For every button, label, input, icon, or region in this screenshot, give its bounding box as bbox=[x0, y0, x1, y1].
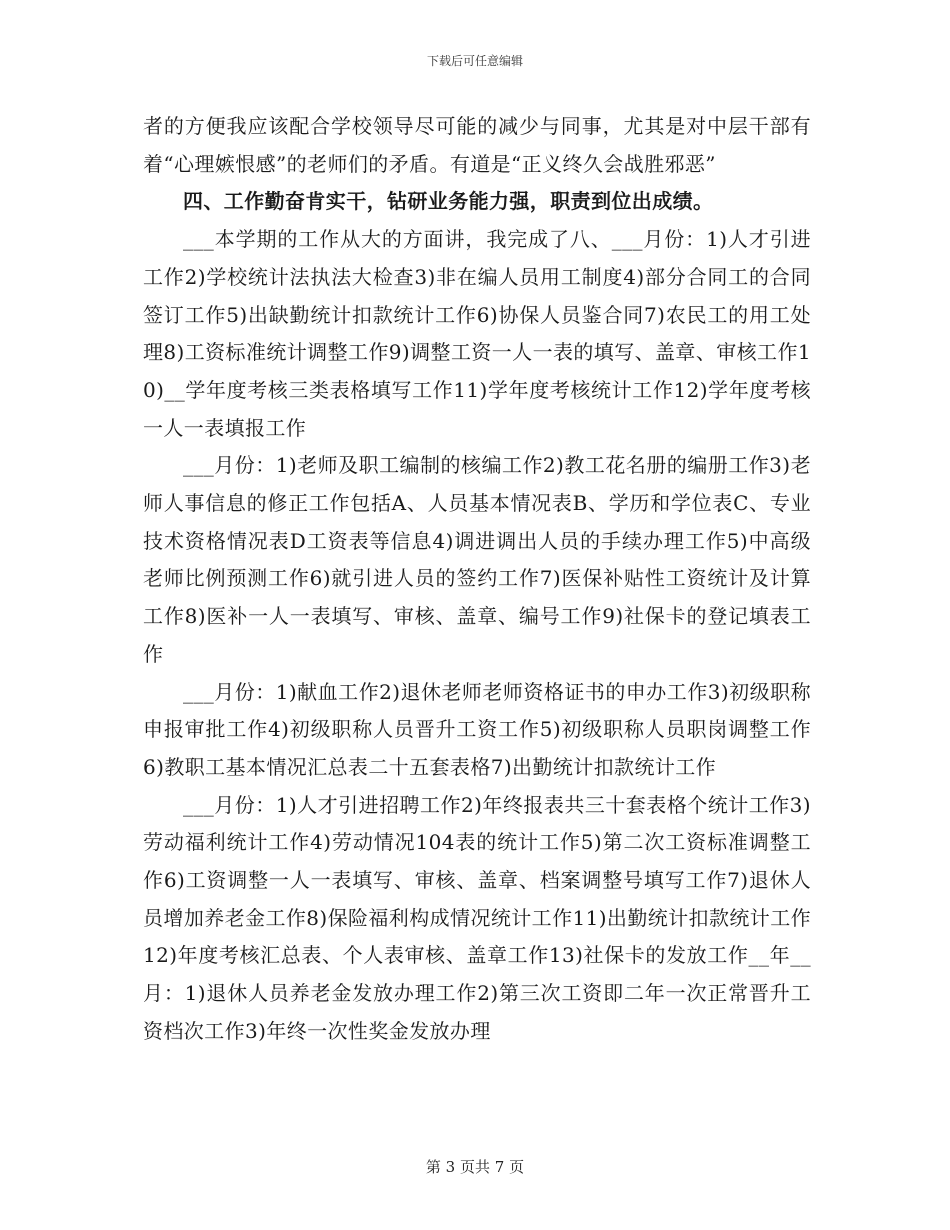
paragraph-month-3: ___月份：1)献血工作2)退休老师老师资格证书的申办工作3)初级职称申报审批工作4)初级职称人员晋升工资工作5)初级职称人员职岗调整工作6)教职工基本情况汇总表二十五套表格7)出勤统计扣款统计工作 bbox=[143, 679, 811, 779]
page-number: 第 3 页共 7 页 bbox=[425, 1158, 525, 1176]
paragraph-intro: 者的方便我应该配合学校领导尽可能的减少与同事，尤其是对中层干部有着“心理嫉恨感”的老师们的矛盾。有道是“正义终久会战胜邪恶” bbox=[143, 114, 811, 176]
paragraph-semester-work: ___本学期的工作从大的方面讲，我完成了八、___月份：1)人才引进工作2)学校统计法执法大检查3)非在编人员用工制度4)部分合同工的合同签订工作5)出缺勤统计扣款统计工作6)协保人员鉴合同7)农民工的用工处理8)工资标准统计调整工作9)调整工资一人一表的填写、盖章、审核工作10)__学年度考核三类表格填写工作11)学年度考核统计工作12)学年度考核一人一表填报工作 bbox=[143, 227, 811, 440]
page-header: 下载后可任意编辑 bbox=[426, 54, 523, 68]
paragraph-month-2: ___月份：1)老师及职工编制的核编工作2)教工花名册的编册工作3)老师人事信息的修正工作包括A、人员基本情况表B、学历和学位表C、专业技术资格情况表D工资表等信息4)调进调出人员的手续办理工作5)中高级老师比例预测工作6)就引进人员的签约工作7)医保补贴性工资统计及计算工作8)医补一人一表填写、审核、盖章、编号工作9)社保卡的登记填表工作 bbox=[143, 453, 811, 666]
document-body bbox=[143, 108, 811, 1051]
paragraph-month-4: ___月份：1)人才引进招聘工作2)年终报表共三十套表格个统计工作3)劳动福利统计工作4)劳动情况104表的统计工作5)第二次工资标准调整工作6)工资调整一人一表填写、审核、盖章、档案调整号填写工作7)退休人员增加养老金工作8)保险福利构成情况统计工作11)出勤统计扣款统计工作12)年度考核汇总表、个人表审核、盖章工作13)社保卡的发放工作__年__月：1)退休人员养老金发放办理工作2)第三次工资即二年一次正常晋升工资档次工作3)年终一次性奖金发放办理 bbox=[143, 792, 811, 1043]
section-heading-4: 四、工作勤奋肯实干，钻研业务能力强，职责到位出成绩。 bbox=[183, 189, 714, 214]
